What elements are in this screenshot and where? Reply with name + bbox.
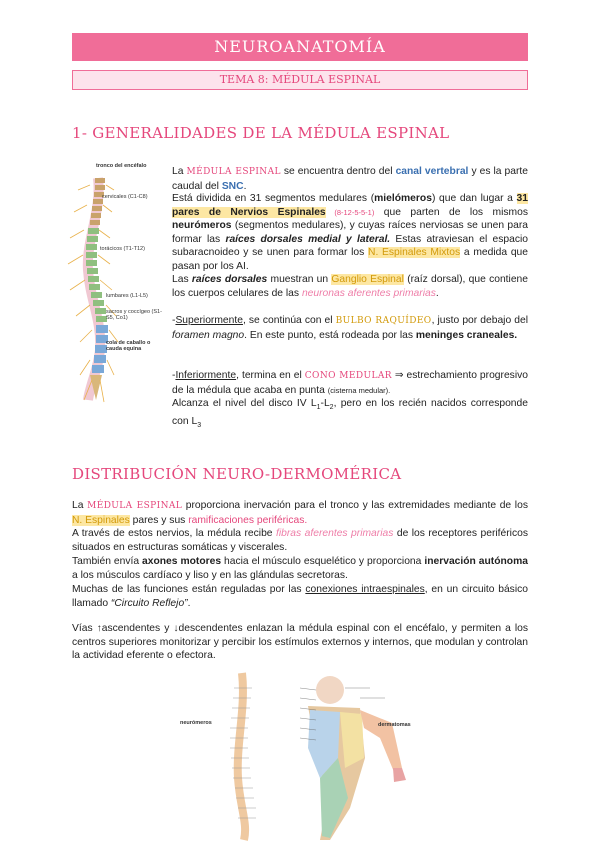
- paragraph-segmentos: [172, 192, 528, 274]
- term-meninges-craneales: meninges craneales.: [415, 329, 518, 341]
- subscript: 2: [329, 404, 334, 412]
- section-heading-generalidades: 1- GENERALIDADES DE LA MÉDULA ESPINAL: [72, 124, 450, 142]
- label-toracicos: torácicos (T1-T12): [100, 246, 145, 252]
- text: Vías ↑ascendentes y ↓descendentes enlazan la médula espinal con el encéfalo, y permiten a los centros superiores monitorizar y percibir los estímulos externos y internos, que modulan y controlan la actividad eferente o efectora.: [72, 623, 528, 662]
- text: se encuentra dentro del: [280, 166, 396, 177]
- text: muestran un: [267, 274, 332, 285]
- paragraph-intro: [172, 165, 528, 193]
- text: -: [172, 370, 176, 381]
- term-bulbo-raquideo: BULBO RAQUÍDEO: [335, 316, 432, 326]
- term-raices-dorsales: raíces dorsales medial y lateral.: [225, 233, 391, 245]
- term-foramen-magno: foramen magno: [172, 329, 245, 341]
- text: A través de estos nervios, la médula recibe: [72, 528, 276, 539]
- term-superiormente: Superiormente: [175, 315, 243, 326]
- spine-figure: [40, 160, 165, 410]
- page-title: NEUROANATOMÍA: [72, 33, 528, 61]
- text: -: [172, 315, 176, 326]
- text: y es la parte caudal del: [172, 166, 528, 192]
- term-neuromeros: neurómeros: [172, 220, 232, 232]
- text: proporciona inervación para el tronco y las extremidades mediante de los: [182, 500, 528, 511]
- term-inferiormente: Inferiormente: [175, 370, 237, 381]
- text: -L: [320, 398, 330, 410]
- term-cono-medular: CONO MEDULAR: [304, 371, 392, 381]
- text: .: [435, 287, 439, 299]
- subscript: 3: [197, 421, 202, 429]
- term-ramificaciones: ramificaciones periféricas.: [188, 514, 308, 526]
- term-31-pares: 31 pares de Nervios Espinales: [172, 193, 529, 218]
- text: que parten de los mismos: [374, 206, 528, 218]
- text: de los receptores periféricos situados en estructuras somáticas y viscerales.: [72, 528, 528, 553]
- text: hacia el músculo esquelético y proporciona: [221, 556, 425, 567]
- text: , se continúa con el: [242, 315, 336, 326]
- term-segment-count: (8-12-5-5-1): [325, 207, 375, 217]
- text: ⇒ estrechamiento progresivo de la médula que acaba en punta: [172, 370, 528, 396]
- label-cola-caballo: cola de caballo o cauda equina: [106, 340, 151, 352]
- term-ganglio-espinal: Ganglio Espinal: [331, 274, 404, 285]
- label-cervicales: cervicales (C1-C8): [102, 194, 148, 200]
- term-inervacion-autonoma: inervación autónoma: [424, 556, 528, 567]
- label-sacros: sacros y coccígeo (S1-S5, Co1): [106, 309, 162, 321]
- paragraph-fibras: [72, 527, 528, 554]
- term-n-espinales: N. Espinales: [72, 514, 130, 526]
- paragraph-superiormente: [172, 314, 528, 342]
- term-canal-vertebral: canal vertebral: [395, 166, 469, 177]
- term-axones-motores: axones motores: [142, 556, 222, 567]
- paragraph-conexiones: [72, 583, 528, 610]
- term-mielomeros: mielómeros: [374, 193, 432, 204]
- page-subtitle: TEMA 8: MÉDULA ESPINAL: [72, 70, 528, 90]
- text: . En este punto, está rodeada por las: [244, 329, 416, 341]
- term-neuronas-aferentes: neuronas aferentes primarias: [301, 287, 436, 299]
- text: Estas atraviesan el espacio subaracnoideo y se unen para formar los: [172, 233, 528, 259]
- term-snc: SNC: [221, 180, 244, 192]
- text: La: [172, 166, 187, 177]
- text: , en un circuito básico llamado: [72, 584, 528, 609]
- term-medula-espinal: MÉDULA ESPINAL: [87, 501, 183, 511]
- text: ) que dan lugar a: [431, 193, 517, 204]
- text: pares y sus: [129, 514, 189, 526]
- paragraph-raices: [172, 273, 528, 300]
- text: .: [243, 180, 247, 192]
- section-heading-distribucion: DISTRIBUCIÓN NEURO-DERMOMÉRICA: [72, 465, 402, 483]
- term-cisterna-medular: (cisterna medular).: [327, 385, 391, 395]
- paragraph-axones: [72, 555, 528, 582]
- paragraph-inferiormente: [172, 369, 528, 432]
- label-dermatomas: dermatomas: [378, 722, 411, 728]
- term-medula-espinal: MÉDULA ESPINAL: [186, 167, 281, 177]
- subscript: 1: [316, 404, 321, 412]
- text: .: [187, 597, 191, 609]
- text: , termina en el: [236, 370, 305, 381]
- label-lumbares: lumbares (L1-L5): [106, 293, 148, 299]
- label-tronco-encefalo: tronco del encéfalo: [96, 163, 147, 169]
- term-fibras-aferentes: fibras aferentes primarias: [276, 528, 394, 539]
- text: La: [72, 500, 88, 511]
- dermatome-illustration: [180, 668, 420, 843]
- paragraph-inervacion: [72, 499, 528, 527]
- label-neuromeros: neurómeros: [180, 720, 212, 726]
- text: a los músculos cardíaco y liso y en las glándulas secretoras.: [72, 569, 348, 581]
- term-circuito-reflejo: “Circuito Reflejo”: [110, 597, 188, 609]
- text: a medida que pasan por los AI.: [172, 247, 529, 272]
- dermatome-figure: [180, 668, 420, 843]
- text: , justo por debajo del: [431, 315, 528, 326]
- term-raices-dorsales: raíces dorsales: [191, 274, 268, 285]
- text: (segmentos medulares), y cuyas raíces nerviosas se unen para formar las: [172, 220, 528, 245]
- text: También envía: [72, 556, 143, 567]
- text: Las: [172, 274, 192, 285]
- paragraph-vias: [72, 622, 528, 663]
- text: Está dividida en 31 segmentos medulares (: [172, 193, 375, 204]
- term-conexiones-intraespinales: conexiones intraespinales: [305, 584, 425, 595]
- text: Muchas de las funciones están reguladas por las: [72, 584, 306, 595]
- term-n-espinales-mixtos: N. Espinales Mixtos: [368, 247, 461, 259]
- text: , pero en los recién nacidos corresponde con L: [172, 398, 528, 427]
- text: Alcanza el nivel del disco IV L: [172, 398, 317, 410]
- text: (raíz dorsal), que contiene los cuerpos celulares de las: [172, 274, 529, 299]
